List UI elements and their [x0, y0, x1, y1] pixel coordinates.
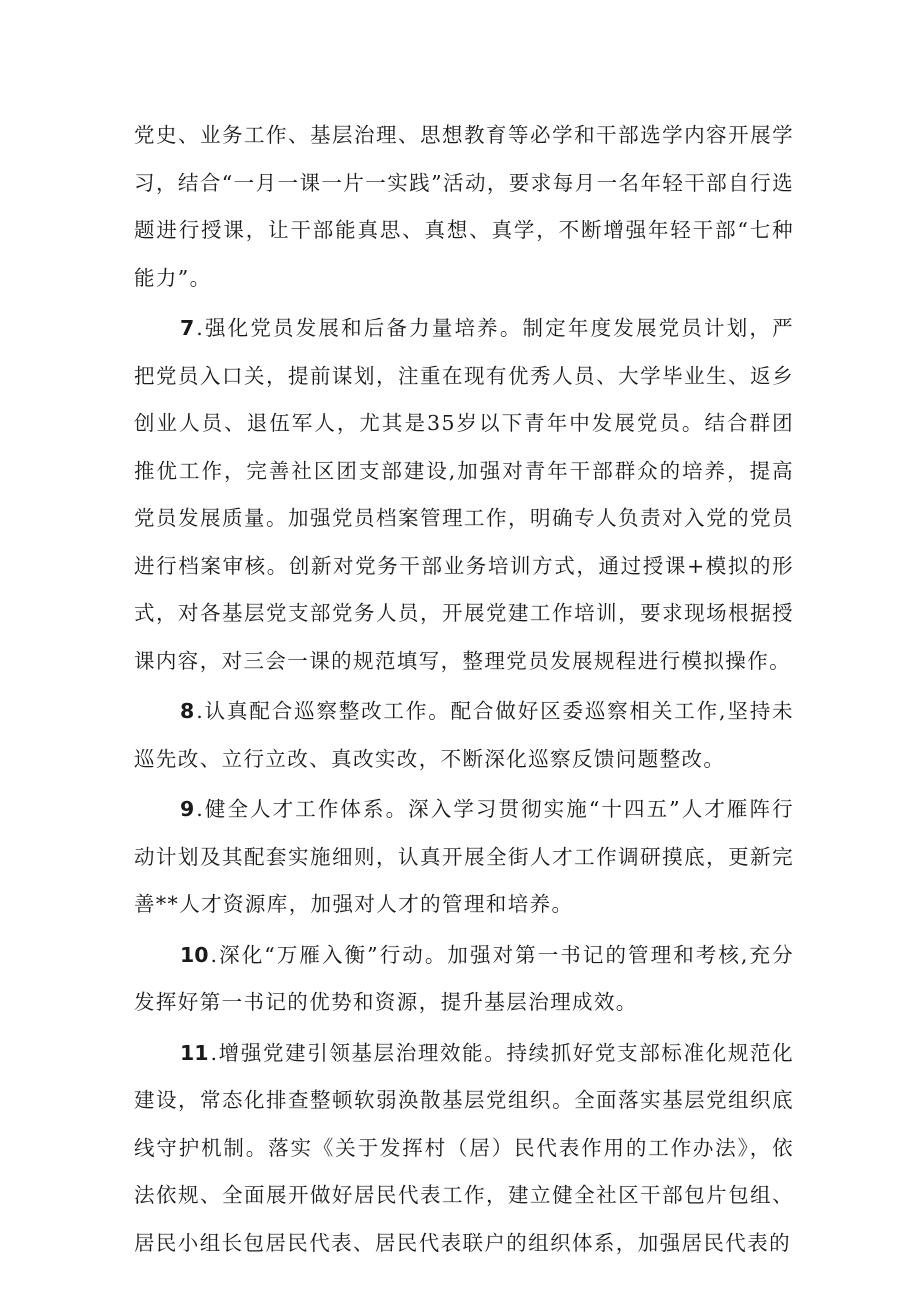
- paragraph-text: 党史、业务工作、基层治理、思想教育等必学和干部选学内容开展学习，结合“一月一课一片一实践”活动，要求每月一名年轻干部自行选题进行授课，让干部能真思、真想、真学，不断增强年轻干部“七种能力”。: [134, 123, 794, 290]
- paragraph-text: .强化党员发展和后备力量培养。制定年度发展党员计划，严把党员入口关，提前谋划，注重在现有优秀人员、大学毕业生、返乡创业人员、退伍军人，尤其是35岁以下青年中发展党员。结合群团推优工作，完善社区团支部建设,加强对青年干部群众的培养，提高党员发展质量。加强党员档案管理工作，明确专人负责对入党的党员进行档案审核。创新对党务干部业务培训方式，通过授课+模拟的形式，对各基层党支部党务人员，开展党建工作培训，要求现场根据授课内容，对三会一课的规范填写，整理党员发展规程进行模拟操作。: [134, 316, 794, 673]
- paragraph-item-8: [134, 688, 794, 783]
- paragraph-item-11: [134, 1030, 794, 1268]
- paragraph-text: .健全人才工作体系。深入学习贯彻实施“十四五”人才雁阵行动计划及其配套实施细则，认真开展全街人才工作调研摸底，更新完善**人才资源库，加强对人才的管理和培养。: [134, 797, 794, 916]
- paragraph-item-7: [134, 305, 794, 685]
- paragraph-text: .增强党建引领基层治理效能。持续抓好党支部标准化规范化建设，常态化排查整顿软弱涣散基层党组织。全面落实基层党组织底线守护机制。落实《关于发挥村（居）民代表作用的工作办法》，依法依规、全面展开做好居民代表工作，建立健全社区干部包片包组、居民小组长包居民代表、居民代表联户的组织体系，加强居民代表的: [134, 1040, 794, 1255]
- paragraph-number: 11: [180, 1040, 209, 1065]
- paragraph-number: 10: [180, 942, 209, 967]
- paragraph-number: 7: [180, 316, 195, 340]
- paragraph-item-9: [134, 786, 794, 929]
- paragraph-number: 9: [180, 797, 195, 821]
- paragraph-number: 8: [180, 699, 195, 723]
- paragraph-text: .认真配合巡察整改工作。配合做好区委巡察相关工作,坚持未巡先改、立行立改、真改实改，不断深化巡察反馈问题整改。: [134, 699, 794, 771]
- document-page: [134, 112, 794, 1267]
- paragraph-text: .深化“万雁入衡”行动。加强对第一书记的管理和考核,充分发挥好第一书记的优势和资源，提升基层治理成效。: [134, 942, 794, 1014]
- paragraph-item-10: [134, 932, 794, 1027]
- paragraph-continuation: [134, 112, 794, 302]
